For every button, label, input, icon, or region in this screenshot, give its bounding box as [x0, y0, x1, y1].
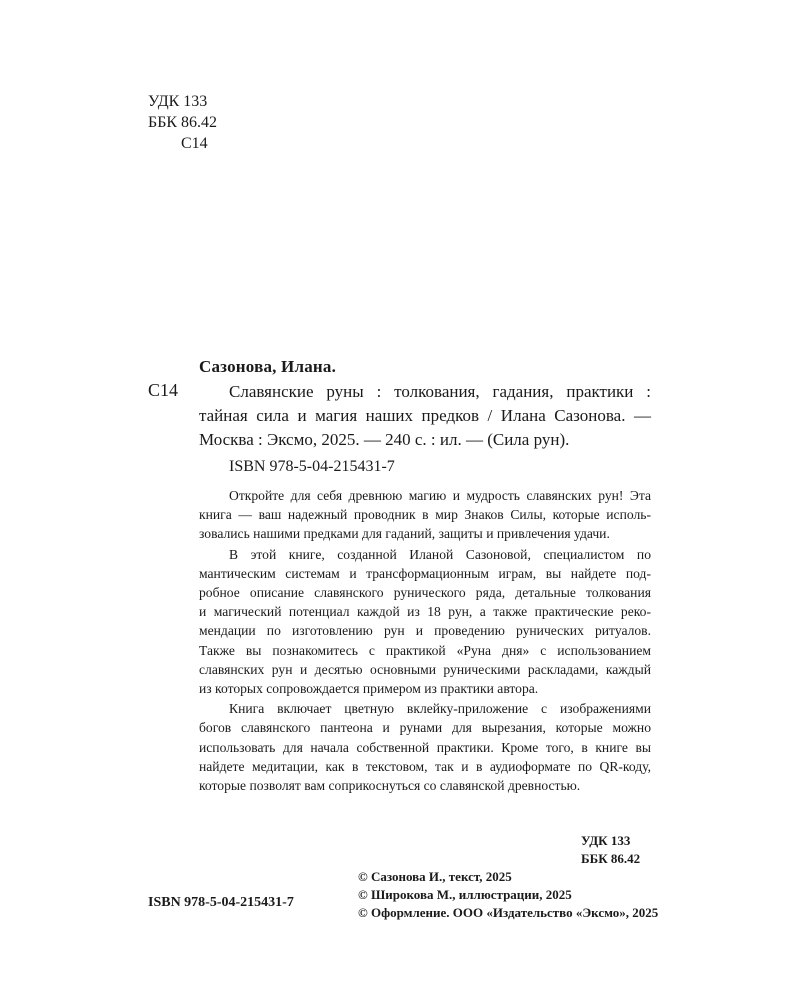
annotation-line: Откройте для себя древнюю магию и мудрость славянских рун! Эта — [229, 488, 651, 503]
annotation-line: найдете медитации, как в текстовом, так и в аудиоформате по QR-коду, — [199, 758, 651, 774]
isbn-top: ISBN 978-5-04-215431-7 — [229, 458, 395, 475]
annotation-line: робное описание славянского рунического ряда, детальные толкования — [199, 585, 651, 601]
biblio-line: Славянские руны : толкования, гадания, практики : — [229, 382, 651, 401]
annotation-line: использовать для начала собственной практики. Кроме того, в книге вы — [199, 739, 651, 755]
annotation-line: книга — ваш надежный проводник в мир Знаков Силы, которые исполь- — [199, 507, 651, 523]
isbn-bottom: ISBN 978-5-04-215431-7 — [148, 895, 294, 910]
author-sign: С14 — [148, 380, 179, 400]
bbk-code: ББК 86.42 — [148, 114, 218, 131]
bottom-bbk: ББК 86.42 — [581, 851, 641, 866]
author-sign-code: С14 — [181, 135, 208, 152]
bibliographic-description — [199, 380, 651, 452]
annotation-paragraph — [199, 699, 651, 795]
copyright-design: © Оформление. ООО «Издательство «Эксмо», 2025 — [358, 905, 659, 920]
copyright-illustrations: © Широкова М., иллюстрации, 2025 — [358, 887, 572, 902]
bottom-udk: УДК 133 — [581, 833, 631, 848]
annotation-line: которые позволят вам соприкоснуться со славянской древностью. — [199, 778, 581, 794]
annotation-line: В этой книге, созданной Иланой Сазоновой, специалистом по — [229, 546, 651, 562]
annotation-line: Также вы познакомитесь с практикой «Руна дня» с использованием — [199, 642, 651, 658]
annotation-line: богов славянского пантеона и рунами для вырезания, которые можно — [199, 720, 651, 736]
annotation-line: славянских рун и десятью основными руническими раскладами, каждый — [199, 661, 651, 677]
biblio-line: тайная сила и магия наших предков / Илана Сазонова. — — [199, 406, 651, 425]
copyright-block — [358, 868, 658, 922]
copyright-text: © Сазонова И., текст, 2025 — [358, 869, 512, 884]
annotation-line: зовались нашими предками для гаданий, защиты и привлечения удачи. — [199, 526, 610, 542]
annotation-line: мендации по изготовлению рун и проведению рунических ритуалов. — [199, 623, 651, 639]
annotation-line: из которых сопровождается примером из практики автора. — [199, 681, 539, 697]
biblio-line: Москва : Эксмо, 2025. — 240 с. : ил. — (Сила рун). — [199, 430, 570, 449]
bottom-classification — [581, 832, 640, 868]
annotation-line: Книга включает цветную вклейку-приложение с изображениями — [229, 701, 651, 717]
annotation-line: мантическим системам и трансформационным играм, вы найдете под- — [199, 565, 651, 581]
annotation-paragraph — [199, 545, 651, 699]
annotation — [199, 486, 651, 796]
author-name: Сазонова, Илана. — [199, 357, 337, 376]
annotation-paragraph — [199, 486, 651, 544]
udk-code: УДК 133 — [148, 93, 208, 110]
annotation-line: и магический потенциал каждой из 18 рун, а также практические реко- — [199, 604, 651, 620]
